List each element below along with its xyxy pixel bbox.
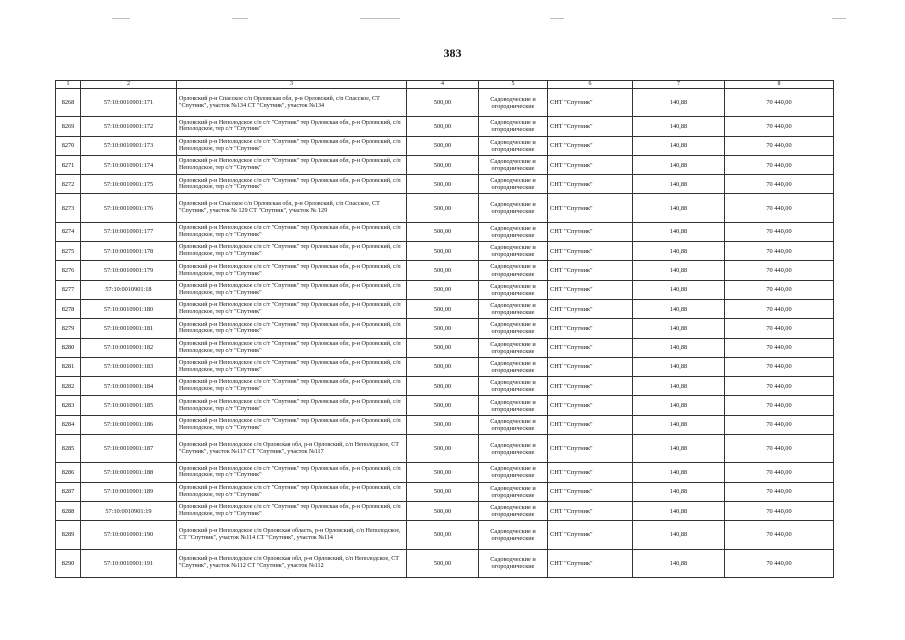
organization: СНТ "Спутник"	[548, 117, 633, 136]
total-value: 70 440,00	[725, 194, 834, 222]
land-use: Садоводческие и огороднические	[479, 136, 548, 155]
total-value: 70 440,00	[725, 463, 834, 482]
total-value: 70 440,00	[725, 117, 834, 136]
table-row	[56, 463, 834, 482]
area-value: 500,00	[407, 261, 479, 280]
address: Орловский р-н Неполодское с/п с/т "Спутник" тер Орловская обл, р-н Орловский, с/п Неполодское, тер с/т "Спутник"	[177, 155, 407, 174]
unit-price: 140,88	[633, 482, 725, 501]
area-value: 500,00	[407, 435, 479, 463]
cadastral-number: 57:10:0010901:187	[81, 435, 177, 463]
land-use: Садоводческие и огороднические	[479, 222, 548, 241]
cadastral-number: 57:10:0010901:179	[81, 261, 177, 280]
total-value: 70 440,00	[725, 155, 834, 174]
unit-price: 140,88	[633, 415, 725, 434]
column-header: 6	[548, 81, 633, 89]
column-header: 1	[56, 81, 81, 89]
total-value: 70 440,00	[725, 482, 834, 501]
address: Орловский р-н Неполодское с/п с/т "Спутник" тер Орловская обл, р-н Орловский, с/п Неполодское, тер с/т "Спутник"	[177, 415, 407, 434]
organization: СНТ "Спутник"	[548, 463, 633, 482]
column-header: 8	[725, 81, 834, 89]
row-number: 8280	[56, 338, 81, 357]
total-value: 70 440,00	[725, 521, 834, 549]
land-use: Садоводческие и огороднические	[479, 117, 548, 136]
cadastral-number: 57:10:0010901:186	[81, 415, 177, 434]
scan-artifact	[232, 18, 248, 19]
table-row	[56, 117, 834, 136]
area-value: 500,00	[407, 280, 479, 299]
column-header: 5	[479, 81, 548, 89]
address: Орловский р-н Неполодское с/п с/т "Спутник" тер Орловская обл, р-н Орловский, с/п Неполодское, тер с/т "Спутник"	[177, 396, 407, 415]
cadastral-number: 57:10:0010901:177	[81, 222, 177, 241]
unit-price: 140,88	[633, 521, 725, 549]
unit-price: 140,88	[633, 396, 725, 415]
table-row	[56, 501, 834, 520]
column-header: 4	[407, 81, 479, 89]
unit-price: 140,88	[633, 299, 725, 318]
total-value: 70 440,00	[725, 136, 834, 155]
scan-artifact	[550, 18, 564, 19]
table-row	[56, 222, 834, 241]
land-use: Садоводческие и огороднические	[479, 175, 548, 194]
cadastral-number: 57:10:0010901:176	[81, 194, 177, 222]
row-number: 8272	[56, 175, 81, 194]
area-value: 500,00	[407, 357, 479, 376]
cadastral-number: 57:10:0010901:171	[81, 89, 177, 117]
cadastral-number: 57:10:0010901:180	[81, 299, 177, 318]
row-number: 8273	[56, 194, 81, 222]
address: Орловский р-н Неполодское с/п с/т "Спутник" тер Орловская обл, р-н Орловский, с/п Неполодское, тер с/т "Спутник"	[177, 482, 407, 501]
land-use: Садоводческие и огороднические	[479, 155, 548, 174]
organization: СНТ "Спутник"	[548, 136, 633, 155]
row-number: 8284	[56, 415, 81, 434]
row-number: 8269	[56, 117, 81, 136]
table-row	[56, 175, 834, 194]
unit-price: 140,88	[633, 463, 725, 482]
land-registry-table	[55, 80, 834, 578]
row-number: 8275	[56, 242, 81, 261]
address: Орловский р-н Неполодское с/п с/т "Спутник" тер Орловская обл, р-н Орловский, с/п Неполодское, тер с/т "Спутник"	[177, 117, 407, 136]
land-use: Садоводческие и огороднические	[479, 377, 548, 396]
land-use: Садоводческие и огороднические	[479, 299, 548, 318]
address: Орловский р-н Неполодское с/п с/т "Спутник" тер Орловская обл, р-н Орловский, с/п Неполодское, тер с/т "Спутник"	[177, 463, 407, 482]
table-row	[56, 319, 834, 338]
area-value: 500,00	[407, 194, 479, 222]
row-number: 8283	[56, 396, 81, 415]
organization: СНТ "Спутник"	[548, 338, 633, 357]
table-row	[56, 194, 834, 222]
area-value: 500,00	[407, 175, 479, 194]
table-row	[56, 549, 834, 577]
total-value: 70 440,00	[725, 338, 834, 357]
organization: СНТ "Спутник"	[548, 319, 633, 338]
table-row	[56, 396, 834, 415]
organization: СНТ "Спутник"	[548, 521, 633, 549]
unit-price: 140,88	[633, 357, 725, 376]
organization: СНТ "Спутник"	[548, 155, 633, 174]
unit-price: 140,88	[633, 435, 725, 463]
unit-price: 140,88	[633, 549, 725, 577]
organization: СНТ "Спутник"	[548, 194, 633, 222]
table-row	[56, 136, 834, 155]
table-row	[56, 435, 834, 463]
address: Орловский р-н Неполодское с/п с/т "Спутник" тер Орловская обл, р-н Орловский, с/п Неполодское, тер с/т "Спутник"	[177, 136, 407, 155]
total-value: 70 440,00	[725, 357, 834, 376]
land-use: Садоводческие и огороднические	[479, 549, 548, 577]
unit-price: 140,88	[633, 319, 725, 338]
cadastral-number: 57:10:0010901:183	[81, 357, 177, 376]
unit-price: 140,88	[633, 377, 725, 396]
row-number: 8276	[56, 261, 81, 280]
land-use: Садоводческие и огороднические	[479, 415, 548, 434]
organization: СНТ "Спутник"	[548, 261, 633, 280]
table-row	[56, 242, 834, 261]
land-use: Садоводческие и огороднические	[479, 242, 548, 261]
organization: СНТ "Спутник"	[548, 501, 633, 520]
address: Орловский р-н Неполодское с/п Орловская обл, р-н Орловский, с/п Неполодское, СТ "Спутник", участок №117 СТ "Спутник", участок №117	[177, 435, 407, 463]
total-value: 70 440,00	[725, 175, 834, 194]
total-value: 70 440,00	[725, 377, 834, 396]
area-value: 500,00	[407, 155, 479, 174]
area-value: 500,00	[407, 338, 479, 357]
address: Орловский р-н Неполодское с/п с/т "Спутник" тер Орловская обл, р-н Орловский, с/п Неполодское, тер с/т "Спутник"	[177, 175, 407, 194]
unit-price: 140,88	[633, 242, 725, 261]
row-number: 8274	[56, 222, 81, 241]
unit-price: 140,88	[633, 501, 725, 520]
area-value: 500,00	[407, 222, 479, 241]
address: Орловский р-н Неполодское с/п Орловская область, р-н Орловский, с/п Неполодское, СТ "Спутник", участок №114 СТ "Спутник", участок №114	[177, 521, 407, 549]
column-number-header	[56, 81, 834, 89]
organization: СНТ "Спутник"	[548, 299, 633, 318]
address: Орловский р-н Спасское с/п Орловская обл, р-н Орловский, с/п Спасское, СТ "Спутник", участок № 129 СТ "Спутник", участок № 129	[177, 194, 407, 222]
area-value: 500,00	[407, 521, 479, 549]
table-row	[56, 482, 834, 501]
column-header: 3	[177, 81, 407, 89]
land-use: Садоводческие и огороднические	[479, 194, 548, 222]
unit-price: 140,88	[633, 194, 725, 222]
cadastral-number: 57:10:0010901:174	[81, 155, 177, 174]
table-row	[56, 261, 834, 280]
table-row	[56, 521, 834, 549]
land-use: Садоводческие и огороднические	[479, 482, 548, 501]
area-value: 500,00	[407, 415, 479, 434]
cadastral-number: 57:10:0010901:191	[81, 549, 177, 577]
row-number: 8270	[56, 136, 81, 155]
total-value: 70 440,00	[725, 319, 834, 338]
unit-price: 140,88	[633, 117, 725, 136]
registry-body	[56, 89, 834, 578]
organization: СНТ "Спутник"	[548, 357, 633, 376]
total-value: 70 440,00	[725, 396, 834, 415]
area-value: 500,00	[407, 299, 479, 318]
organization: СНТ "Спутник"	[548, 396, 633, 415]
row-number: 8279	[56, 319, 81, 338]
total-value: 70 440,00	[725, 89, 834, 117]
table-row	[56, 338, 834, 357]
cadastral-number: 57:10:0010901:181	[81, 319, 177, 338]
land-use: Садоводческие и огороднические	[479, 280, 548, 299]
address: Орловский р-н Неполодское с/п с/т "Спутник" тер Орловская обл, р-н Орловский, с/п Неполодское, тер с/т "Спутник"	[177, 222, 407, 241]
unit-price: 140,88	[633, 89, 725, 117]
total-value: 70 440,00	[725, 435, 834, 463]
organization: СНТ "Спутник"	[548, 377, 633, 396]
address: Орловский р-н Спасское с/п Орловская обл, р-н Орловский, с/п Спасское, СТ "Спутник", участок №134 СТ "Спутник", участок №134	[177, 89, 407, 117]
land-use: Садоводческие и огороднические	[479, 521, 548, 549]
land-use: Садоводческие и огороднические	[479, 357, 548, 376]
cadastral-number: 57:10:0010901:184	[81, 377, 177, 396]
area-value: 500,00	[407, 136, 479, 155]
unit-price: 140,88	[633, 280, 725, 299]
cadastral-number: 57:10:0010901:175	[81, 175, 177, 194]
address: Орловский р-н Неполодское с/п с/т "Спутник" тер Орловская обл, р-н Орловский, с/п Неполодское, тер с/т "Спутник"	[177, 261, 407, 280]
address: Орловский р-н Неполодское с/п Орловская обл, р-н Орловский, с/п Неполодское, СТ "Спутник", участок №112 СТ "Спутник", участок №112	[177, 549, 407, 577]
address: Орловский р-н Неполодское с/п с/т "Спутник" тер Орловская обл, р-н Орловский, с/п Неполодское, тер с/т "Спутник"	[177, 377, 407, 396]
organization: СНТ "Спутник"	[548, 280, 633, 299]
row-number: 8289	[56, 521, 81, 549]
cadastral-number: 57:10:0010901:190	[81, 521, 177, 549]
cadastral-number: 57:10:0010901:172	[81, 117, 177, 136]
total-value: 70 440,00	[725, 549, 834, 577]
unit-price: 140,88	[633, 338, 725, 357]
page-number: 383	[443, 46, 462, 60]
table-row	[56, 415, 834, 434]
row-number: 8285	[56, 435, 81, 463]
land-use: Садоводческие и огороднические	[479, 319, 548, 338]
unit-price: 140,88	[633, 155, 725, 174]
table-row	[56, 299, 834, 318]
land-use: Садоводческие и огороднические	[479, 396, 548, 415]
cadastral-number: 57:10:0010901:189	[81, 482, 177, 501]
table-row	[56, 377, 834, 396]
organization: СНТ "Спутник"	[548, 482, 633, 501]
scan-artifact	[832, 18, 846, 19]
cadastral-number: 57:10:0010901:188	[81, 463, 177, 482]
cadastral-number: 57:10:0010901:185	[81, 396, 177, 415]
area-value: 500,00	[407, 242, 479, 261]
total-value: 70 440,00	[725, 261, 834, 280]
area-value: 500,00	[407, 549, 479, 577]
cadastral-number: 57:10:0010901:178	[81, 242, 177, 261]
row-number: 8282	[56, 377, 81, 396]
cadastral-number: 57:10:0010901:18	[81, 280, 177, 299]
total-value: 70 440,00	[725, 280, 834, 299]
table-row	[56, 280, 834, 299]
address: Орловский р-н Неполодское с/п с/т "Спутник" тер Орловская обл, р-н Орловский, с/п Неполодское, тер с/т "Спутник"	[177, 501, 407, 520]
total-value: 70 440,00	[725, 415, 834, 434]
row-number: 8288	[56, 501, 81, 520]
area-value: 500,00	[407, 319, 479, 338]
address: Орловский р-н Неполодское с/п с/т "Спутник" тер Орловская обл, р-н Орловский, с/п Неполодское, тер с/т "Спутник"	[177, 319, 407, 338]
total-value: 70 440,00	[725, 501, 834, 520]
table-row	[56, 357, 834, 376]
organization: СНТ "Спутник"	[548, 549, 633, 577]
area-value: 500,00	[407, 396, 479, 415]
row-number: 8287	[56, 482, 81, 501]
cadastral-number: 57:10:0010901:19	[81, 501, 177, 520]
address: Орловский р-н Неполодское с/п с/т "Спутник" тер Орловская обл, р-н Орловский, с/п Неполодское, тер с/т "Спутник"	[177, 338, 407, 357]
total-value: 70 440,00	[725, 242, 834, 261]
scan-artifact	[112, 18, 130, 19]
land-use: Садоводческие и огороднические	[479, 338, 548, 357]
organization: СНТ "Спутник"	[548, 435, 633, 463]
row-number: 8277	[56, 280, 81, 299]
column-header: 2	[81, 81, 177, 89]
unit-price: 140,88	[633, 136, 725, 155]
cadastral-number: 57:10:0010901:182	[81, 338, 177, 357]
unit-price: 140,88	[633, 175, 725, 194]
address: Орловский р-н Неполодское с/п с/т "Спутник" тер Орловская обл, р-н Орловский, с/п Неполодское, тер с/т "Спутник"	[177, 357, 407, 376]
organization: СНТ "Спутник"	[548, 222, 633, 241]
area-value: 500,00	[407, 377, 479, 396]
row-number: 8286	[56, 463, 81, 482]
organization: СНТ "Спутник"	[548, 89, 633, 117]
organization: СНТ "Спутник"	[548, 242, 633, 261]
organization: СНТ "Спутник"	[548, 175, 633, 194]
total-value: 70 440,00	[725, 299, 834, 318]
area-value: 500,00	[407, 463, 479, 482]
scan-artifact	[360, 18, 400, 19]
row-number: 8268	[56, 89, 81, 117]
area-value: 500,00	[407, 501, 479, 520]
address: Орловский р-н Неполодское с/п с/т "Спутник" тер Орловская обл, р-н Орловский, с/п Неполодское, тер с/т "Спутник"	[177, 299, 407, 318]
column-header: 7	[633, 81, 725, 89]
address: Орловский р-н Неполодское с/п с/т "Спутник" тер Орловская обл, р-н Орловский, с/п Неполодское, тер с/т "Спутник"	[177, 280, 407, 299]
row-number: 8271	[56, 155, 81, 174]
land-use: Садоводческие и огороднические	[479, 501, 548, 520]
unit-price: 140,88	[633, 222, 725, 241]
area-value: 500,00	[407, 89, 479, 117]
area-value: 500,00	[407, 482, 479, 501]
row-number: 8281	[56, 357, 81, 376]
table-row	[56, 89, 834, 117]
cadastral-number: 57:10:0010901:173	[81, 136, 177, 155]
total-value: 70 440,00	[725, 222, 834, 241]
organization: СНТ "Спутник"	[548, 415, 633, 434]
land-use: Садоводческие и огороднические	[479, 463, 548, 482]
table-row	[56, 155, 834, 174]
unit-price: 140,88	[633, 261, 725, 280]
land-use: Садоводческие и огороднические	[479, 261, 548, 280]
area-value: 500,00	[407, 117, 479, 136]
row-number: 8278	[56, 299, 81, 318]
land-use: Садоводческие и огороднические	[479, 89, 548, 117]
address: Орловский р-н Неполодское с/п с/т "Спутник" тер Орловская обл, р-н Орловский, с/п Неполодское, тер с/т "Спутник"	[177, 242, 407, 261]
row-number: 8290	[56, 549, 81, 577]
land-use: Садоводческие и огороднические	[479, 435, 548, 463]
